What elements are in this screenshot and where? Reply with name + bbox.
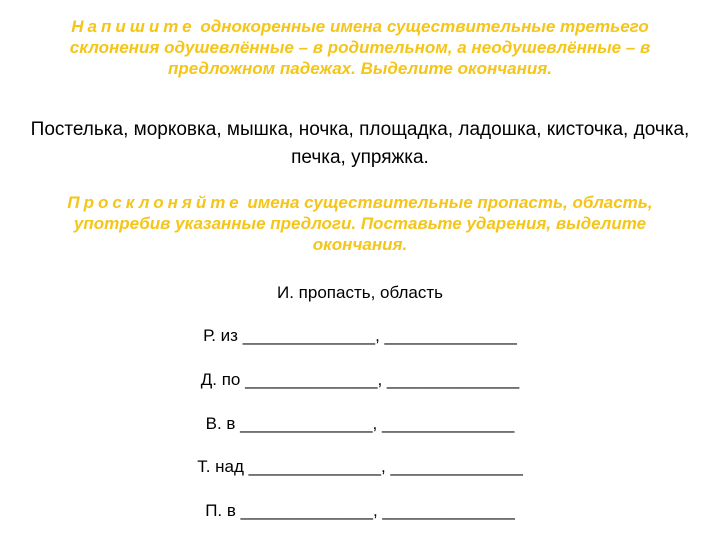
task-1-lead-word: Напишите [71, 17, 196, 36]
case-label: Д. по [200, 370, 241, 389]
case-label: В. в [205, 414, 236, 433]
instrumental-case-row [0, 457, 720, 477]
answer-blank: ______________, ______________ [240, 370, 520, 389]
task-2-text: имена существительные пропасть, область, употребив указанные предлоги. Поставьте ударения, выделите окончания. [73, 193, 653, 254]
genitive-case-row [0, 326, 720, 346]
task-2-instruction [30, 192, 690, 255]
nominative-case-line: И. пропасть, область [277, 283, 443, 302]
accusative-case-row [0, 414, 720, 434]
task-2-lead-word: Просклоняйте [67, 193, 243, 212]
answer-blank: ______________, ______________ [235, 501, 515, 520]
word-list: Постелька, морковка, мышка, ночка, площадка, ладошка, кисточка, дочка, печка, упряжка. [30, 119, 690, 168]
prepositional-case-row [0, 501, 720, 521]
case-label: Р. из [203, 326, 238, 345]
case-label: П. в [205, 501, 236, 520]
task-1-text: однокоренные имена существительные третьего склонения одушевлённые – в родительном, а неодушевлённые – в предложном падежах. Выделите окончания. [69, 17, 651, 78]
dative-case-row [0, 370, 720, 390]
answer-blank: ______________, ______________ [237, 326, 517, 345]
answer-blank: ______________, ______________ [243, 457, 523, 476]
answer-blank: ______________, ______________ [235, 414, 515, 433]
task-1-instruction [30, 16, 690, 79]
case-label: Т. над [197, 457, 244, 476]
